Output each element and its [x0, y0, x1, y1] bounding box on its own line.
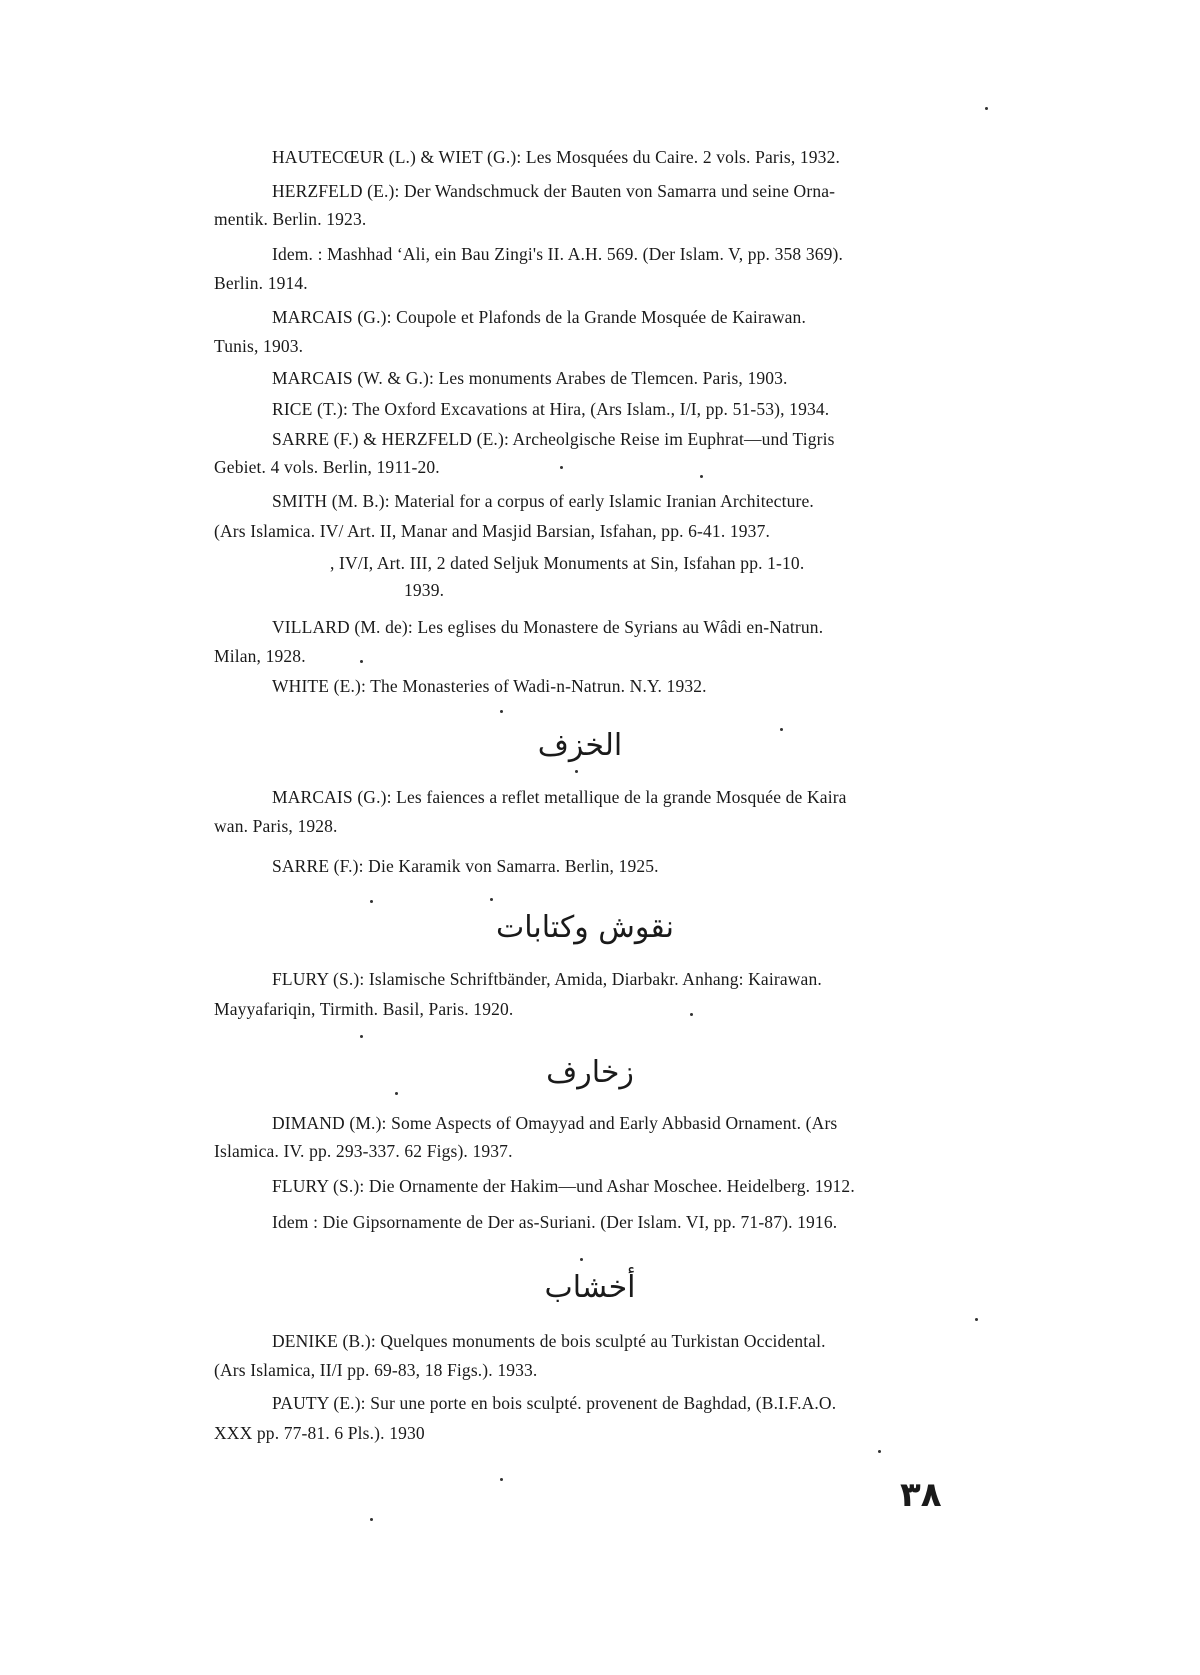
entry-smith: SMITH (M. B.): Material for a corpus of early Islamic Iranian Architecture. — [272, 491, 814, 511]
scan-speck — [360, 660, 363, 663]
entry-herzfeld-1: HERZFELD (E.): Der Wandschmuck der Bauten von Samarra und seine Orna- — [272, 181, 836, 201]
entry-villard: VILLARD (M. de): Les eglises du Monastere de Syrians au Wâdi en-Natrun. — [272, 617, 824, 637]
scan-speck — [985, 107, 988, 110]
scan-speck — [500, 1478, 503, 1481]
entry-idem-mashhad-cont: Berlin. 1914. — [214, 273, 308, 293]
entry-idem-gipsornamente: Idem : Die Gipsornamente de Der as-Suriani. (Der Islam. VI, pp. 71-87). 1916. — [272, 1212, 838, 1232]
entry-marcais-g-1-cont: Tunis, 1903. — [214, 336, 304, 356]
section-heading-pottery: الخزف — [537, 728, 623, 763]
scan-speck — [560, 466, 563, 469]
entry-dimand-cont: Islamica. IV. pp. 293-337. 62 Figs). 1937. — [214, 1141, 513, 1161]
scan-speck — [360, 1035, 363, 1038]
scan-speck — [370, 900, 373, 903]
entry-dimand: DIMAND (M.): Some Aspects of Omayyad and Early Abbasid Ornament. (Ars — [272, 1113, 838, 1133]
entry-rice: RICE (T.): The Oxford Excavations at Hira, (Ars Islam., I/I, pp. 51-53), 1934. — [272, 399, 830, 419]
entry-denike: DENIKE (B.): Quelques monuments de bois sculpté au Turkistan Occidental. — [272, 1331, 826, 1351]
entry-pauty: PAUTY (E.): Sur une porte en bois sculpté. provenent de Baghdad, (B.I.F.A.O. — [272, 1393, 837, 1413]
entry-pauty-cont: XXX pp. 77-81. 6 Pls.). 1930 — [214, 1423, 425, 1443]
scan-speck — [780, 728, 783, 731]
entry-denike-cont: (Ars Islamica, II/I pp. 69-83, 18 Figs.). 1933. — [214, 1360, 538, 1380]
scan-speck — [395, 1092, 398, 1095]
entry-sarre-karamik: SARRE (F.): Die Karamik von Samarra. Berlin, 1925. — [272, 856, 659, 876]
scan-speck — [580, 1258, 583, 1261]
entry-marcais-faiences: MARCAIS (G.): Les faiences a reflet metallique de la grande Mosquée de Kaira — [272, 787, 847, 807]
entry-hautecoeur: HAUTECŒUR (L.) & WIET (G.): Les Mosquées du Caire. 2 vols. Paris, 1932. — [272, 147, 840, 167]
entry-smith-part2-cont: 1939. — [404, 580, 445, 600]
entry-sarre-herzfeld-cont: Gebiet. 4 vols. Berlin, 1911-20. — [214, 457, 440, 477]
scan-speck — [575, 770, 578, 773]
entry-flury-ornamente: FLURY (S.): Die Ornamente der Hakim—und Ashar Moschee. Heidelberg. 1912. — [272, 1176, 855, 1196]
entry-smith-part2: , IV/I, Art. III, 2 dated Seljuk Monuments at Sin, Isfahan pp. 1-10. — [330, 553, 805, 573]
entry-smith-cont: (Ars Islamica. IV/ Art. II, Manar and Masjid Barsian, Isfahan, pp. 6-41. 1937. — [214, 521, 771, 541]
section-heading-ornaments: زخارف — [546, 1055, 634, 1090]
entry-marcais-g-1: MARCAIS (G.): Coupole et Plafonds de la Grande Mosquée de Kairawan. — [272, 307, 806, 327]
scan-speck — [690, 1013, 693, 1016]
entry-flury-schriftbander-cont: Mayyafariqin, Tirmith. Basil, Paris. 1920. — [214, 999, 514, 1019]
scan-speck — [490, 898, 493, 901]
entry-marcais-faiences-cont: wan. Paris, 1928. — [214, 816, 338, 836]
section-heading-woodwork: أخشاب — [544, 1270, 636, 1305]
entry-flury-schriftbander: FLURY (S.): Islamische Schriftbänder, Amida, Diarbakr. Anhang: Kairawan. — [272, 969, 822, 989]
entry-herzfeld-1-cont: mentik. Berlin. 1923. — [214, 209, 367, 229]
section-heading-inscriptions: نقوش وكتابات — [496, 910, 674, 945]
scan-speck — [500, 710, 503, 713]
scan-speck — [370, 1518, 373, 1521]
scan-speck — [700, 475, 703, 478]
entry-idem-mashhad: Idem. : Mashhad ‘Ali, ein Bau Zingi's II. A.H. 569. (Der Islam. V, pp. 358 369). — [272, 244, 844, 264]
scan-speck — [975, 1318, 978, 1321]
scan-speck — [878, 1450, 881, 1453]
entry-marcais-wg: MARCAIS (W. & G.): Les monuments Arabes de Tlemcen. Paris, 1903. — [272, 368, 788, 388]
entry-villard-cont: Milan, 1928. — [214, 646, 306, 666]
entry-white: WHITE (E.): The Monasteries of Wadi-n-Natrun. N.Y. 1932. — [272, 676, 707, 696]
page-number: ٣٨ — [900, 1475, 942, 1515]
entry-sarre-herzfeld: SARRE (F.) & HERZFELD (E.): Archeolgische Reise im Euphrat—und Tigris — [272, 429, 835, 449]
